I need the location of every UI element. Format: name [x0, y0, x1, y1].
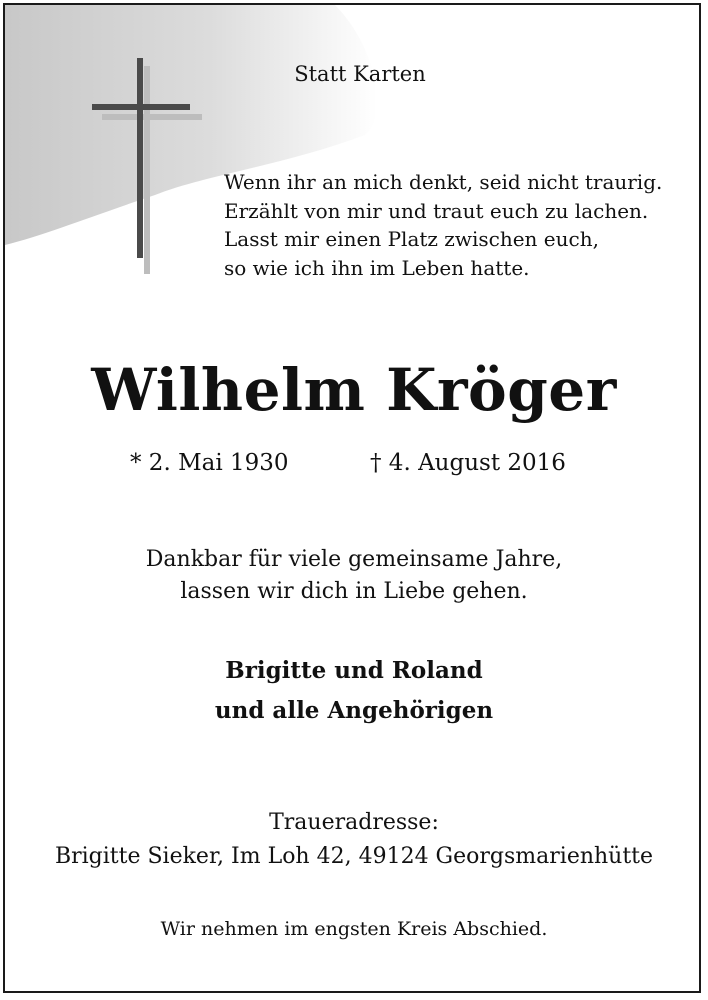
family-line: Brigitte und Roland	[225, 657, 483, 684]
birth-date: * 2. Mai 1930	[130, 450, 289, 476]
address-label: Traueradresse:	[269, 810, 439, 835]
address-value: Brigitte Sieker, Im Loh 42, 49124 Georgsmarienhütte	[54, 844, 654, 869]
poem-line: Wenn ihr an mich denkt, seid nicht traurig.	[224, 170, 663, 194]
family-signature	[0, 651, 708, 731]
thanks-line: Dankbar für viele gemeinsame Jahre,	[145, 547, 563, 572]
poem	[224, 168, 662, 282]
family-line: und alle Angehörigen	[214, 697, 494, 724]
poem-line: Erzählt von mir und traut euch zu lachen.	[224, 198, 649, 223]
thanks-text	[0, 544, 708, 608]
poem-line: so wie ich ihn im Leben hatte.	[224, 255, 530, 280]
poem-line: Lasst mir einen Platz zwischen euch,	[224, 227, 599, 251]
cross-icon	[88, 58, 208, 278]
statt-karten-label: Statt Karten	[294, 62, 426, 86]
deceased-name: Wilhelm Kröger	[91, 356, 617, 424]
thanks-line: lassen wir dich in Liebe gehen.	[180, 579, 528, 604]
death-date: † 4. August 2016	[370, 450, 566, 476]
farewell-note: Wir nehmen im engsten Kreis Abschied.	[160, 918, 548, 940]
